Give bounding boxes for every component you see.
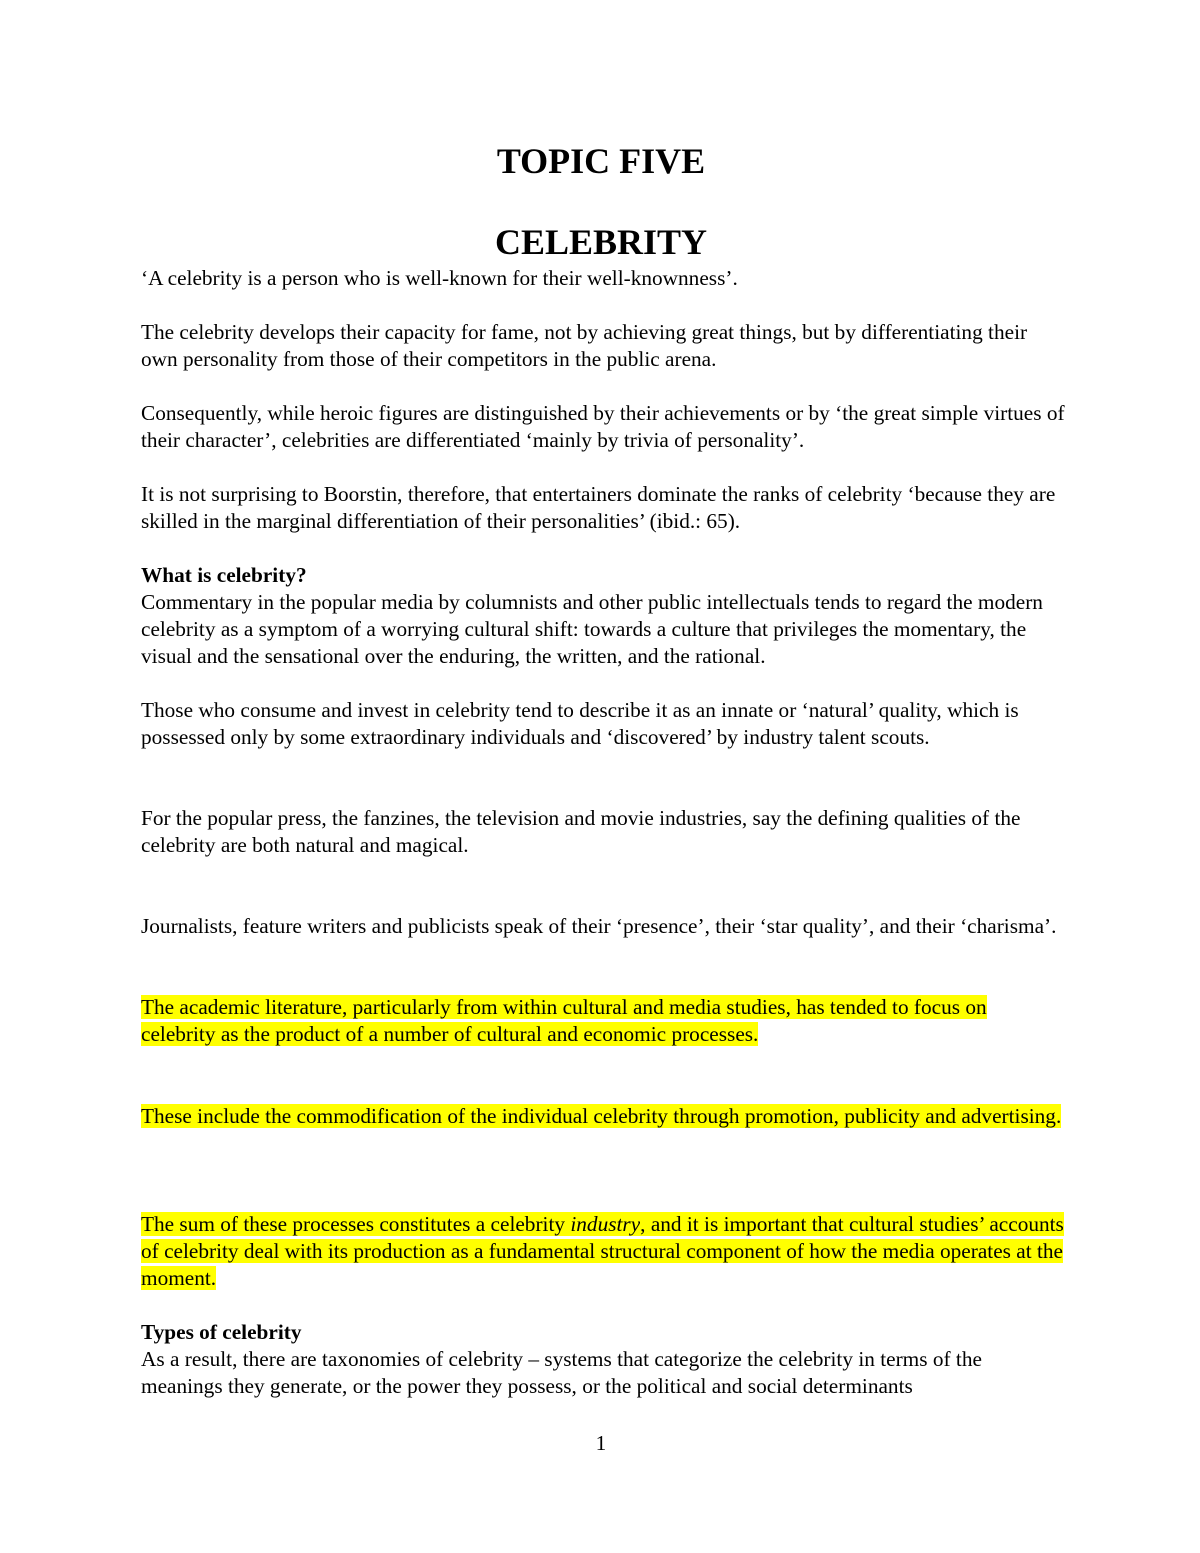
paragraph-7: Journalists, feature writers and publicists speak of their ‘presence’, their ‘star quality’, and their ‘charisma’. xyxy=(141,914,1057,938)
opening-quote: ‘A celebrity is a person who is well-known for their well-knownness’. xyxy=(141,266,738,290)
highlighted-italic-word: industry xyxy=(570,1212,641,1236)
heading-types-of-celebrity: Types of celebrity xyxy=(141,1320,302,1344)
paragraph-11: As a result, there are taxonomies of celebrity – systems that categorize the celebrity in terms of the meanings they generate, or the power they possess, or the political and social determinants xyxy=(141,1347,982,1398)
paragraph-10-highlighted xyxy=(141,1211,1066,1292)
paragraph-3: It is not surprising to Boorstin, therefore, that entertainers dominate the ranks of celebrity ‘because they are skilled in the marginal differentiation of their personalities’ (ibid.: 65). xyxy=(141,482,1056,533)
document-page xyxy=(141,0,1071,1553)
page-number: 1 xyxy=(595,1431,607,1455)
highlighted-text: The academic literature, particularly from within cultural and media studies, has tended to focus on celebrity as the product of a number of cultural and economic processes. xyxy=(141,995,987,1046)
paragraph-5: Those who consume and invest in celebrity tend to describe it as an innate or ‘natural’ quality, which is possessed only by some extraordinary individuals and ‘discovered’ by industry talent scouts. xyxy=(141,698,1019,749)
paragraph-9-highlighted xyxy=(141,1103,1066,1130)
heading-what-is-celebrity: What is celebrity? xyxy=(141,563,307,587)
main-title: CELEBRITY xyxy=(494,222,708,262)
paragraph-4: Commentary in the popular media by columnists and other public intellectuals tends to regard the modern celebrity as a symptom of a worrying cultural shift: towards a culture that privileges the momentary, the visual and the sensational over the enduring, the written, and the rational. xyxy=(141,590,1043,668)
paragraph-6: For the popular press, the fanzines, the television and movie industries, say the defining qualities of the celebrity are both natural and magical. xyxy=(141,806,1021,857)
paragraph-1: The celebrity develops their capacity for fame, not by achieving great things, but by differentiating their own personality from those of their competitors in the public arena. xyxy=(141,320,1028,371)
paragraph-2: Consequently, while heroic figures are distinguished by their achievements or by ‘the great simple virtues of their character’, celebrities are differentiated ‘mainly by trivia of personality’. xyxy=(141,401,1065,452)
highlighted-text-end: , and it is important that cultural studies’ accounts of celebrity deal with its production as a fundamental structural component of how the media operates at the moment. xyxy=(141,1212,1064,1290)
highlighted-text-start: The sum of these processes constitutes a celebrity xyxy=(141,1212,571,1236)
paragraph-8-highlighted xyxy=(141,994,1066,1048)
highlighted-text: These include the commodification of the individual celebrity through promotion, publicity and advertising. xyxy=(141,1104,1062,1128)
topic-title: TOPIC FIVE xyxy=(496,141,706,181)
